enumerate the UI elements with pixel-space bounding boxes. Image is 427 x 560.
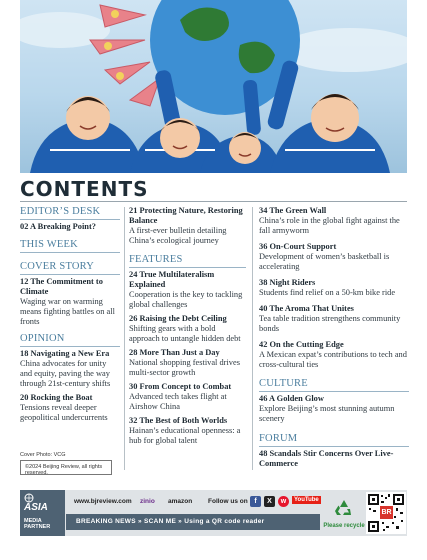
article-description: China’s role in the global fight against the fall armyworm: [259, 216, 400, 235]
contents-column-3: [259, 206, 409, 473]
youtube-icon[interactable]: YouTube: [294, 497, 319, 503]
article-entry[interactable]: [129, 270, 246, 310]
article-entry[interactable]: [20, 349, 120, 389]
article-description: Hainan’s educational openness: a hub for global talent: [129, 426, 241, 445]
weibo-icon[interactable]: w: [278, 496, 289, 507]
article-title: 32 The Best of Both Worlds: [129, 416, 228, 425]
article-entry[interactable]: [20, 277, 120, 327]
article-title: 46 A Golden Glow: [259, 394, 324, 403]
facebook-icon[interactable]: f: [250, 496, 261, 507]
article-entry[interactable]: [259, 394, 409, 424]
section-heading: EDITOR’S DESK: [20, 206, 120, 220]
article-title: 02 A Breaking Point?: [20, 222, 96, 231]
article-title: 36 On-Court Support: [259, 242, 337, 251]
section-heading: CULTURE: [259, 378, 409, 392]
x-twitter-icon[interactable]: X: [264, 496, 275, 507]
article-entry[interactable]: [129, 416, 246, 446]
website-link[interactable]: www.bjreview.com: [74, 498, 132, 505]
article-title: 42 On the Cutting Edge: [259, 340, 344, 349]
article-title: 48 Scandals Stir Concerns Over Live-Commerce: [259, 449, 394, 468]
article-entry[interactable]: [259, 206, 409, 236]
article-title: 18 Navigating a New Era: [20, 349, 110, 358]
asia-media-partner-logo: [20, 490, 65, 536]
cover-photo: [20, 0, 407, 173]
article-title: 26 Raising the Debt Ceiling: [129, 314, 227, 323]
cover-photo-credit: Cover Photo: VCG: [20, 452, 66, 458]
article-description: Tensions reveal deeper geopolitical undercurrents: [20, 403, 108, 422]
article-entry[interactable]: [259, 304, 409, 334]
column-divider: [252, 207, 253, 470]
qr-center-tag: BR: [381, 509, 392, 516]
article-description: Advanced tech takes flight at Airshow China: [129, 392, 227, 411]
copyright-notice: ©2024 Beijing Review, all rights reserved.: [20, 460, 112, 475]
article-entry[interactable]: [129, 348, 246, 378]
article-title: 40 The Aroma That Unites: [259, 304, 354, 313]
article-description: Shifting gears with a bold approach to untangle hidden debt: [129, 324, 241, 343]
article-title: 24 True Multilateralism Explained: [129, 270, 215, 289]
article-entry[interactable]: [259, 278, 409, 298]
recycle-label: Please recycle: [323, 523, 365, 529]
article-description: Development of women’s basketball is accelerating: [259, 252, 390, 271]
article-description: Cooperation is the key to tackling global challenges: [129, 290, 243, 309]
article-entry[interactable]: [129, 382, 246, 412]
article-description: Students find relief on a 50-km bike ride: [259, 288, 396, 297]
section-heading: FEATURES: [129, 254, 246, 268]
zinio-link[interactable]: zinio: [140, 498, 155, 505]
article-entry[interactable]: [129, 206, 246, 246]
article-entry[interactable]: [129, 314, 246, 344]
column-divider: [124, 207, 125, 470]
amazon-link[interactable]: amazon: [168, 498, 193, 505]
article-description: A first-ever bulletin detailing China’s ecological journey: [129, 226, 227, 245]
recycle-icon: [332, 497, 356, 521]
article-entry[interactable]: [259, 242, 409, 272]
article-title: 38 Night Riders: [259, 278, 316, 287]
article-entry[interactable]: [259, 449, 409, 469]
section-heading: OPINION: [20, 333, 120, 347]
article-description: A Mexican expat’s contributions to tech and cross-cultural ties: [259, 350, 407, 369]
article-title: 34 The Green Wall: [259, 206, 327, 215]
follow-us-label: Follow us on: [208, 498, 248, 505]
footer-banner: [20, 490, 407, 536]
section-heading: FORUM: [259, 433, 409, 447]
recycle-badge: [322, 492, 366, 534]
article-description: China advocates for unity and equity, paving the way through 21st-century shifts: [20, 359, 111, 388]
article-entry[interactable]: [20, 222, 120, 232]
page-title: CONTENTS: [20, 177, 149, 201]
contents-column-1: [20, 206, 120, 427]
article-entry[interactable]: [20, 393, 120, 423]
cover-photo-illustration: [20, 0, 407, 173]
article-title: 20 Rocking the Boat: [20, 393, 93, 402]
logo-subtext: MEDIA PARTNER: [24, 518, 51, 530]
breaking-news-strip: BREAKING NEWS » SCAN ME » Using a QR code reader: [66, 514, 320, 530]
section-heading: THIS WEEK: [20, 239, 120, 253]
article-title: 30 From Concept to Combat: [129, 382, 232, 391]
article-description: Waging war on warming means fighting battles on all fronts: [20, 297, 115, 326]
article-description: Explore Beijing’s most stunning autumn scenery: [259, 404, 395, 423]
article-description: National shopping festival drives multi-sector growth: [129, 358, 240, 377]
qr-code[interactable]: [366, 492, 406, 534]
article-title: 28 More Than Just a Day: [129, 348, 220, 357]
article-entry[interactable]: [259, 340, 409, 370]
section-heading: COVER STORY: [20, 261, 120, 275]
title-divider: [20, 201, 407, 202]
links-strip: [68, 494, 320, 510]
logo-text: ASIA: [24, 502, 48, 513]
contents-column-2: [129, 206, 246, 450]
article-title: 21 Protecting Nature, Restoring Balance: [129, 206, 243, 225]
article-description: Tea table tradition strengthens community bonds: [259, 314, 401, 333]
article-title: 12 The Commitment to Climate: [20, 277, 103, 296]
